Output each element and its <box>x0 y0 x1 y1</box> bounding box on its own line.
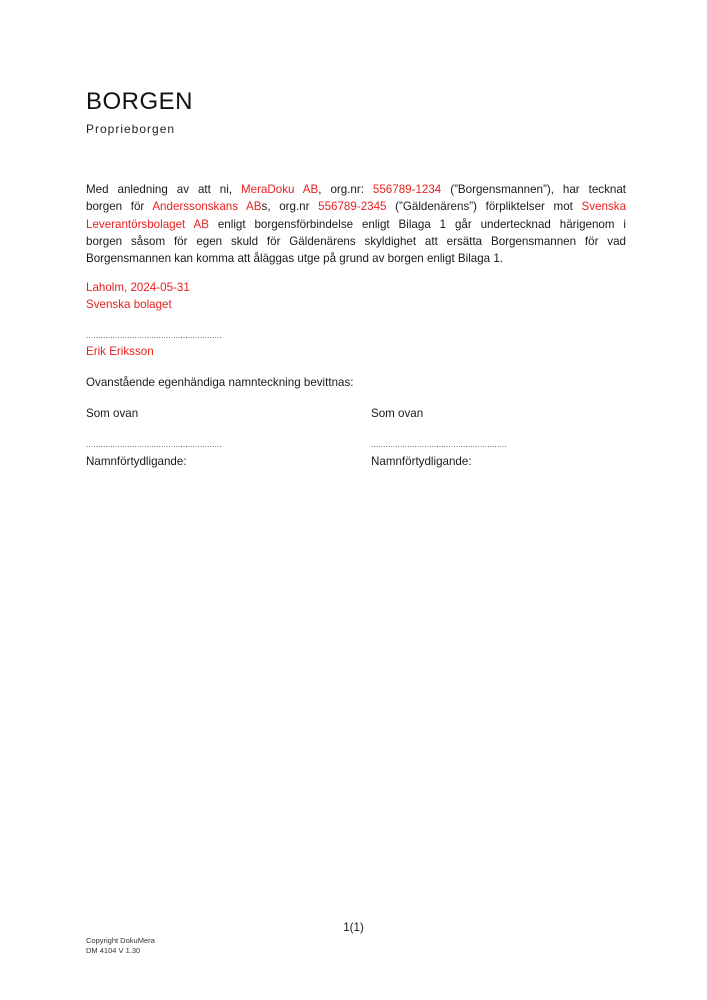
witness-right-label: Som ovan <box>371 407 424 420</box>
document-title: BORGEN <box>86 88 194 115</box>
footer-copyright: Copyright DokuMera <box>86 936 155 945</box>
paragraph-line-3: Leverantörsbolaget AB enligt borgensförbindelse enligt Bilaga 1 går undertecknad härigenom i <box>86 217 626 231</box>
witness-left-signature-line: ........................................................ <box>86 440 222 449</box>
debtor-org-number: 556789-2345 <box>318 200 387 214</box>
document-subtitle: Proprieborgen <box>86 122 176 136</box>
debtor-company: Anderssonskans AB <box>152 200 262 214</box>
supplier-company-part1: Svenska <box>581 200 627 214</box>
witness-right-signature-line: ........................................................ <box>371 440 507 449</box>
paragraph-line-1: Med anledning av att ni, MeraDoku AB, org.nr: 556789-1234 (”Borgensmannen”), har tecknat <box>86 183 626 196</box>
witness-right-clarification: Namnförtydligande: <box>371 455 472 468</box>
signature-line: ........................................................ <box>86 331 222 340</box>
paragraph-line-5: Borgensmannen kan komma att åläggas utge på grund av borgen enligt Bilaga 1. <box>86 252 504 266</box>
witness-left-label: Som ovan <box>86 407 139 420</box>
footer <box>86 936 155 956</box>
creditor-org-number: 556789-1234 <box>372 183 442 196</box>
page-number: 1(1) <box>343 921 364 934</box>
footer-version: DM 4104 V 1.30 <box>86 946 141 955</box>
company-name: Svenska bolaget <box>86 298 172 311</box>
paragraph-line-4: borgen såsom för egen skuld för Gäldenärens skyldighet att ersätta Borgensmannen för vad <box>86 234 626 248</box>
supplier-company-part2: Leverantörsbolaget AB <box>86 217 209 231</box>
place-and-date: Laholm, 2024-05-31 <box>86 281 190 294</box>
signatory-name: Erik Eriksson <box>86 345 154 358</box>
guarantee-paragraph <box>86 181 626 267</box>
paragraph-line-2: borgen för Anderssonskans ABs, org.nr 556789-2345 (”Gäldenärens”) förpliktelser mot Svenska <box>86 200 627 214</box>
witness-left-clarification: Namnförtydligande: <box>86 455 187 468</box>
creditor-company: MeraDoku AB <box>241 183 319 196</box>
witness-intro: Ovanstående egenhändiga namnteckning bevittnas: <box>86 376 354 389</box>
